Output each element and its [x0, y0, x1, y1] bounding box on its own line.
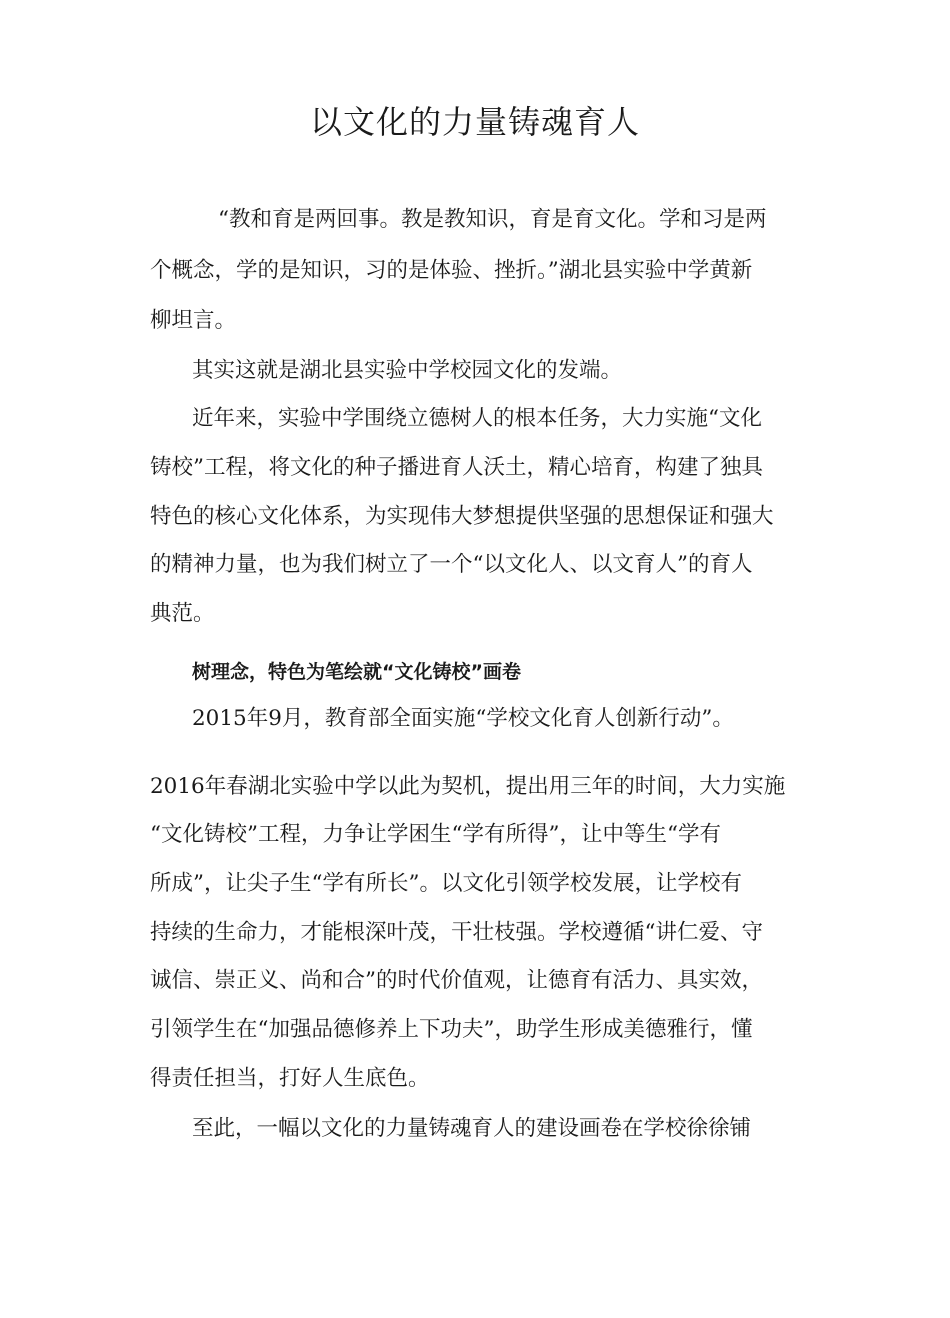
paragraph-5-line-1: 2016年春湖北实验中学以此为契机，提出用三年的时间，大力实施 [150, 774, 786, 799]
paragraph-4-line-1: 2015年9月，教育部全面实施“学校文化育人创新行动”。 [192, 706, 734, 731]
paragraph-5-line-4: 持续的生命力，才能根深叶茂，干壮枝强。学校遵循“讲仁爱、守 [150, 920, 763, 945]
paragraph-3-line-5: 典范。 [150, 601, 215, 626]
paragraph-3-line-4: 的精神力量，也为我们树立了一个“以文化人、以文育人”的育人 [150, 552, 753, 577]
document-title: 以文化的力量铸魂育人 [309, 103, 640, 141]
paragraph-1-line-3: 柳坦言。 [150, 308, 237, 333]
paragraph-5-line-5: 诚信、崇正义、尚和合”的时代价值观，让德育有活力、具实效， [150, 968, 763, 993]
paragraph-5-line-3: 所成”，让尖子生“学有所长”。以文化引领学校发展，让学校有 [150, 871, 742, 896]
section-heading: 树理念，特色为笔绘就“文化铸校”画卷 [192, 661, 521, 683]
paragraph-5-line-6: 引领学生在“加强品德修养上下功夫”，助学生形成美德雅行，懂 [150, 1017, 753, 1042]
paragraph-3-line-1: 近年来，实验中学围绕立德树人的根本任务，大力实施“文化 [192, 406, 762, 431]
paragraph-2-line-1: 其实这就是湖北县实验中学校园文化的发端。 [192, 358, 623, 383]
paragraph-3-line-3: 特色的核心文化体系，为实现伟大梦想提供坚强的思想保证和强大 [150, 504, 774, 529]
paragraph-1-line-1: “教和育是两回事。教是教知识，育是育文化。学和习是两 [218, 207, 767, 232]
paragraph-6-line-1: 至此，一幅以文化的力量铸魂育人的建设画卷在学校徐徐铺 [192, 1116, 752, 1141]
paragraph-5-line-7: 得责任担当，打好人生底色。 [150, 1066, 430, 1091]
paragraph-5-line-2: “文化铸校”工程，力争让学困生“学有所得”，让中等生“学有 [150, 822, 721, 847]
paragraph-3-line-2: 铸校”工程，将文化的种子播进育人沃土，精心培育，构建了独具 [150, 455, 763, 480]
paragraph-1-line-2: 个概念，学的是知识，习的是体验、挫折。”湖北县实验中学黄新 [150, 258, 753, 283]
